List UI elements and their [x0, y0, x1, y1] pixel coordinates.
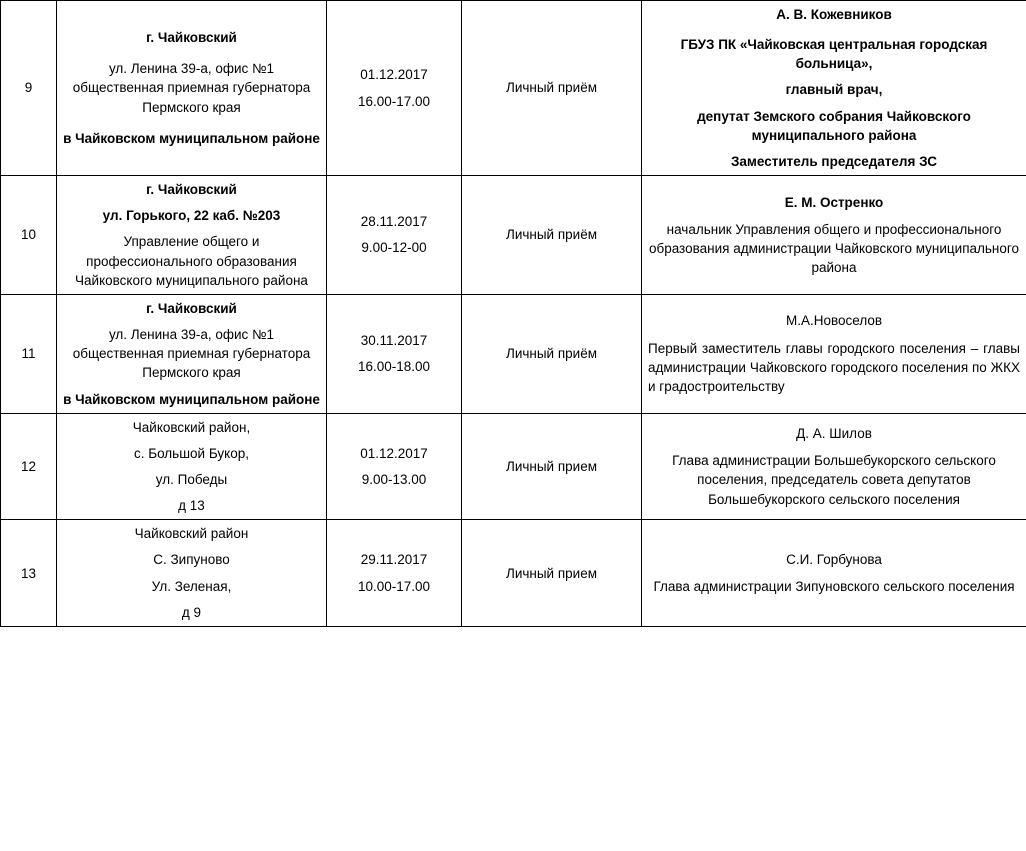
- place-city: г. Чайковский: [146, 30, 237, 46]
- row-date: [327, 294, 462, 413]
- row-number: 10: [1, 176, 57, 295]
- row-person: [642, 1, 1026, 176]
- row-date: [327, 520, 462, 627]
- person-detail: Глава администрации Зипуновского сельского поселения: [653, 579, 1015, 595]
- person-detail: Заместитель председателя ЗС: [730, 153, 938, 169]
- person-detail: депутат Земского собрания Чайковского муниципального района: [697, 108, 971, 143]
- time-value: 9.00-13.00: [361, 471, 427, 487]
- row-form: Личный приём: [462, 294, 642, 413]
- place-org: Управление общего и профессионального образования Чайковского муниципального района: [75, 234, 308, 288]
- row-person: [642, 520, 1026, 627]
- row-place: [57, 413, 327, 520]
- place-address: ул. Горького, 22 каб. №203: [102, 208, 281, 224]
- row-number: 9: [1, 1, 57, 176]
- row-form: Личный прием: [462, 520, 642, 627]
- place-district: в Чайковском муниципальном районе: [63, 130, 320, 146]
- date-value: 28.11.2017: [360, 214, 428, 230]
- time-value: 10.00-17.00: [357, 578, 431, 594]
- place-street: ул. Победы: [155, 471, 228, 487]
- place-address: ул. Ленина 39-а, офис №1 общественная приемная губернатора Пермского края: [72, 61, 311, 115]
- time-value: 16.00-18.00: [357, 359, 431, 375]
- place-city: г. Чайковский: [146, 182, 237, 198]
- row-person: [642, 176, 1026, 295]
- person-name: А. В. Кожевников: [776, 7, 892, 22]
- date-value: 30.11.2017: [360, 333, 428, 349]
- row-place: [57, 1, 327, 176]
- row-form: Личный прием: [462, 413, 642, 520]
- place-village: с. Большой Букор,: [133, 445, 249, 461]
- person-name: М.А.Новоселов: [785, 313, 883, 329]
- table-row: [1, 520, 1026, 627]
- time-value: 16.00-17.00: [357, 93, 431, 109]
- person-name: Е. М. Остренко: [784, 194, 884, 210]
- place-city: г. Чайковский: [146, 300, 237, 316]
- person-detail: начальник Управления общего и профессионального образования администрации Чайковского муниципального района: [648, 221, 1020, 276]
- row-place: [57, 294, 327, 413]
- place-street: Ул. Зеленая,: [151, 578, 232, 594]
- table-row: [1, 176, 1026, 295]
- time-value: 9.00-12-00: [361, 240, 427, 256]
- place-address: ул. Ленина 39-а, офис №1 общественная приемная губернатора Пермского края: [72, 327, 311, 381]
- table-row: [1, 413, 1026, 520]
- place-building: д 9: [181, 604, 202, 620]
- place-village: С. Зипуново: [153, 552, 230, 568]
- row-number: 13: [1, 520, 57, 627]
- row-number: 12: [1, 413, 57, 520]
- table-row: [1, 1, 1026, 176]
- row-person: [642, 294, 1026, 413]
- table-row: [1, 294, 1026, 413]
- place-district: в Чайковском муниципальном районе: [63, 391, 320, 407]
- date-value: 29.11.2017: [360, 552, 428, 568]
- row-date: [327, 413, 462, 520]
- row-place: [57, 520, 327, 627]
- place-building: д 13: [178, 498, 205, 514]
- row-place: [57, 176, 327, 295]
- person-detail: ГБУЗ ПК «Чайковская центральная городская больница»,: [680, 37, 988, 72]
- place-district: Чайковский район: [134, 526, 249, 542]
- place-district: Чайковский район,: [132, 419, 251, 435]
- person-name: С.И. Горбунова: [786, 551, 882, 567]
- person-detail: Первый заместитель главы городского поселения – главы администрации Чайковского городского поселения по ЖКХ и градостроительству: [648, 340, 1020, 394]
- person-name: Д. А. Шилов: [796, 426, 872, 442]
- date-value: 01.12.2017: [360, 67, 428, 83]
- date-value: 01.12.2017: [360, 445, 428, 461]
- person-detail: главный врач,: [785, 82, 883, 98]
- person-detail: Глава администрации Большебукорского сельского поселения, председатель совета депутатов Большебукорского сельского поселения: [672, 453, 996, 507]
- row-form: Личный приём: [462, 176, 642, 295]
- row-form: Личный приём: [462, 1, 642, 176]
- row-number: 11: [1, 294, 57, 413]
- row-date: [327, 176, 462, 295]
- row-person: [642, 413, 1026, 520]
- row-date: [327, 1, 462, 176]
